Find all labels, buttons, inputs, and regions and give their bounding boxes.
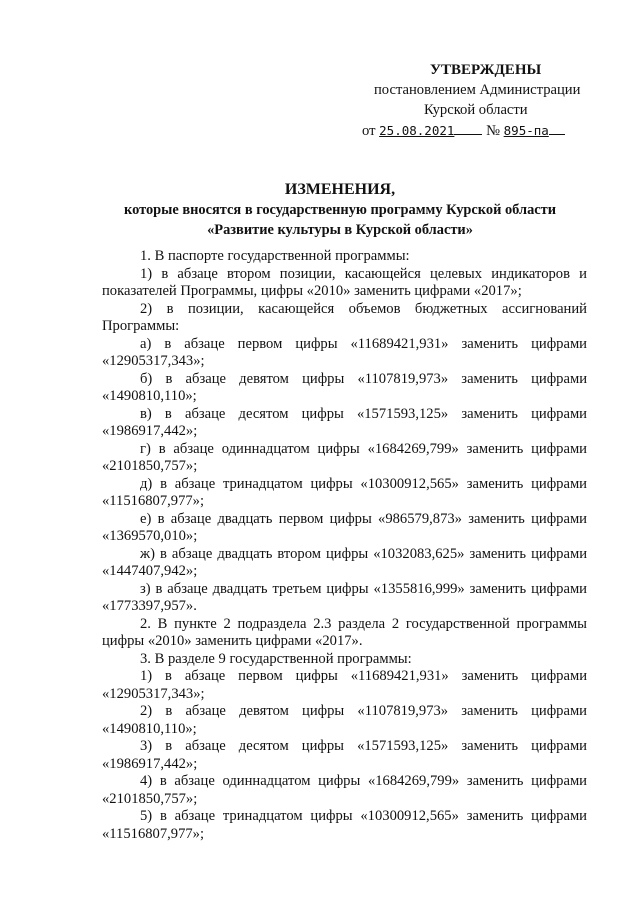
paragraph: 3. В разделе 9 государственной программы: bbox=[140, 650, 412, 667]
paragraph: ж) в абзаце двадцать втором цифры «1032083,625» заменить цифрами «1447407,942»; bbox=[102, 545, 587, 579]
paragraph: 4) в абзаце одиннадцатом цифры «1684269,799» заменить цифрами «2101850,757»; bbox=[102, 773, 587, 807]
paragraph: е) в абзаце двадцать первом цифры «986579,873» заменить цифрами «1369570,010»; bbox=[102, 510, 587, 544]
approval-date: 25.08.2021 bbox=[379, 123, 455, 138]
paragraph: 5) в абзаце тринадцатом цифры «10300912,565» заменить цифрами «11516807,977»; bbox=[102, 808, 587, 842]
approval-line-region: Курской области bbox=[424, 102, 528, 118]
approval-number: 895-па bbox=[503, 123, 549, 138]
paragraph: 2. В пункте 2 подраздела 2.3 раздела 2 государственной программы цифры «2010» заменить цифрами «2017». bbox=[102, 615, 587, 649]
approval-line-resolution: постановлением Администрации bbox=[374, 82, 581, 98]
heading-title: ИЗМЕНЕНИЯ, bbox=[284, 181, 396, 198]
paragraph: 1. В паспорте государственной программы: bbox=[140, 248, 410, 264]
paragraph: 2) в позиции, касающейся объемов бюджетных ассигнований Программы: bbox=[102, 300, 587, 334]
heading-subtitle-2: «Развитие культуры в Курской области» bbox=[207, 222, 473, 238]
number-underline bbox=[549, 120, 565, 135]
paragraph: а) в абзаце первом цифры «11689421,931» заменить цифрами «12905317,343»; bbox=[102, 335, 587, 369]
approval-date-line bbox=[362, 120, 602, 141]
paragraph: г) в абзаце одиннадцатом цифры «1684269,799» заменить цифрами «2101850,757»; bbox=[102, 440, 587, 474]
paragraph: 2) в абзаце девятом цифры «1107819,973» заменить цифрами «1490810,110»; bbox=[102, 703, 587, 737]
approval-stamp bbox=[362, 60, 602, 141]
paragraph: б) в абзаце девятом цифры «1107819,973» заменить цифрами «1490810,110»; bbox=[102, 370, 587, 404]
paragraph: 3) в абзаце десятом цифры «1571593,125» заменить цифрами «1986917,442»; bbox=[102, 738, 587, 772]
approval-title: УТВЕРЖДЕНЫ bbox=[430, 62, 542, 78]
paragraph: 1) в абзаце втором позиции, касающейся целевых индикаторов и показателей Программы, цифры «2010» заменить цифрами «2017»; bbox=[102, 265, 587, 299]
paragraph: д) в абзаце тринадцатом цифры «10300912,565» заменить цифрами «11516807,977»; bbox=[102, 475, 587, 509]
document-heading bbox=[90, 180, 590, 240]
document-body bbox=[102, 248, 587, 843]
paragraph: з) в абзаце двадцать третьем цифры «1355816,999» заменить цифрами «1773397,957». bbox=[102, 580, 587, 614]
heading-subtitle-1: которые вносятся в государственную программу Курской области bbox=[123, 202, 557, 218]
number-prefix: № bbox=[486, 123, 500, 139]
date-prefix: от bbox=[362, 123, 376, 139]
date-underline bbox=[454, 120, 482, 135]
paragraph: 1) в абзаце первом цифры «11689421,931» заменить цифрами «12905317,343»; bbox=[102, 668, 587, 702]
paragraph: в) в абзаце десятом цифры «1571593,125» заменить цифрами «1986917,442»; bbox=[102, 405, 587, 439]
